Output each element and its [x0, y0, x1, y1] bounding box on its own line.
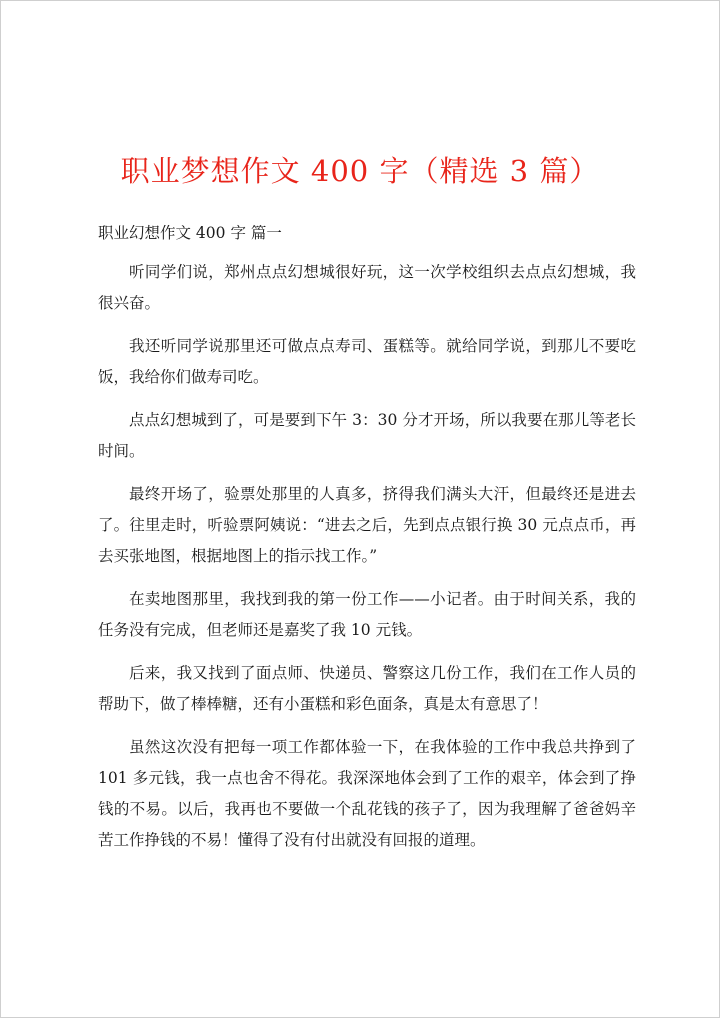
paragraph-5: 在卖地图那里，我找到我的第一份工作——小记者。由于时间关系，我的任务没有完成，但老师还是嘉奖了我 10 元钱。 [98, 590, 636, 639]
section-heading: 职业幻想作文 400 字 篇一 [98, 224, 282, 242]
paragraph-2: 我还听同学说那里还可做点点寿司、蛋糕等。就给同学说，到那儿不要吃饭，我给你们做寿司吃。 [98, 337, 636, 386]
paragraph-7: 虽然这次没有把每一项工作都体验一下，在我体验的工作中我总共挣到了 101 多元钱，我一点也舍不得花。我深深地体会到了工作的艰辛，体会到了挣钱的不易。以后，我再也不要做一个乱花钱的孩子了，因为我理解了爸爸妈辛苦工作挣钱的不易！懂得了没有付出就没有回报的道理。 [98, 738, 636, 849]
paragraph-1: 听同学们说，郑州点点幻想城很好玩，这一次学校组织去点点幻想城，我很兴奋。 [98, 263, 636, 312]
document-body [98, 218, 636, 868]
paragraph-4: 最终开场了，验票处那里的人真多，挤得我们满头大汗，但最终还是进去了。往里走时，听验票阿姨说：“进去之后，先到点点银行换 30 元点点币，再去买张地图，根据地图上的指示找工作。” [98, 485, 636, 565]
paragraph-6: 后来，我又找到了面点师、快递员、警察这几份工作，我们在工作人员的帮助下，做了棒棒糖，还有小蛋糕和彩色面条，真是太有意思了！ [98, 664, 636, 713]
paragraph-3: 点点幻想城到了，可是要到下午 3：30 分才开场，所以我要在那儿等老长时间。 [98, 411, 636, 460]
document-title: 职业梦想作文 400 字（精选 3 篇） [120, 154, 600, 188]
